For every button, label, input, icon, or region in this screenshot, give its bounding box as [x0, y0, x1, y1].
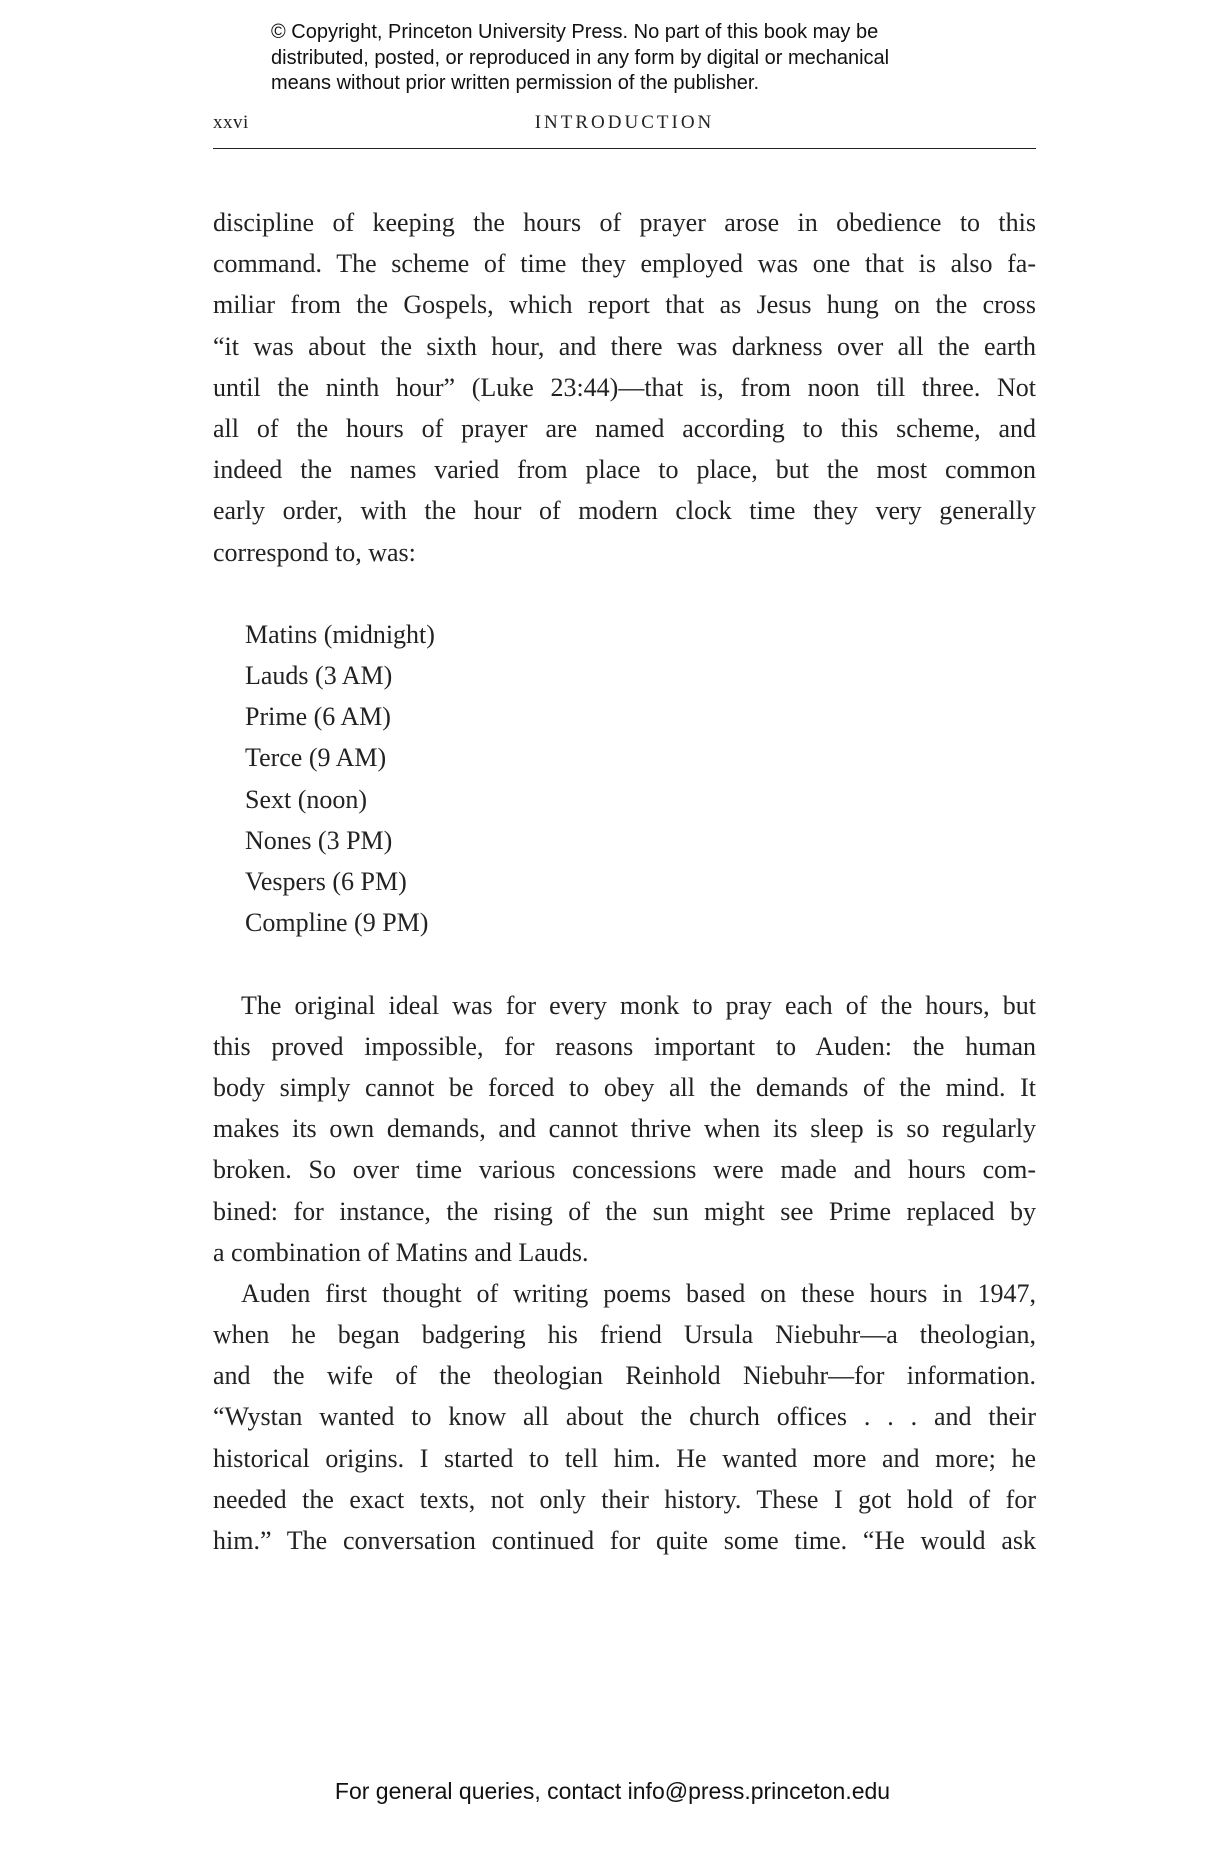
- copyright-line: © Copyright, Princeton University Press. No part of this book may be: [271, 21, 879, 43]
- text-line: historical origins. I started to tell him. He wanted more and more; he: [213, 1443, 1036, 1473]
- text-line: miliar from the Gospels, which report that as Jesus hung on the cross: [213, 290, 1036, 320]
- text-line: and the wife of the theologian Reinhold Niebuhr—for information.: [213, 1361, 1036, 1391]
- list-item: Lauds (3 AM): [245, 661, 393, 691]
- list-item: Compline (9 PM): [245, 908, 429, 938]
- paragraph-2: [213, 985, 1036, 1273]
- list-item: Sext (noon): [245, 784, 368, 814]
- text-line: needed the exact texts, not only their history. These I got hold of for: [213, 1484, 1036, 1514]
- text-line: until the ninth hour” (Luke 23:44)—that is, from noon till three. Not: [213, 372, 1036, 402]
- copyright-line: means without prior written permission of the publisher.: [271, 72, 760, 94]
- text-line: discipline of keeping the hours of prayer arose in obedience to this: [213, 208, 1036, 237]
- text-line: broken. So over time various concessions were made and hours com-: [213, 1155, 1036, 1185]
- text-line: this proved impossible, for reasons important to Auden: the human: [213, 1031, 1036, 1061]
- paragraph-1: [213, 202, 1036, 573]
- text-line: makes its own demands, and cannot thrive when its sleep is so regularly: [213, 1114, 1036, 1144]
- list-item: Matins (midnight): [245, 619, 435, 649]
- text-line: “it was about the sixth hour, and there was darkness over all the earth: [213, 331, 1036, 361]
- page-number: xxvi: [213, 112, 249, 133]
- paragraph-3: [213, 1273, 1036, 1561]
- text-line: him.” The conversation continued for quite some time. “He would ask: [213, 1526, 1036, 1555]
- text-line: a combination of Matins and Lauds.: [213, 1237, 589, 1267]
- section-title: INTRODUCTION: [534, 112, 715, 133]
- text-line: command. The scheme of time they employed was one that is also fa-: [213, 249, 1036, 279]
- text-line: all of the hours of prayer are named according to this scheme, and: [213, 413, 1036, 443]
- text-line: “Wystan wanted to know all about the church offices . . . and their: [213, 1402, 1036, 1432]
- list-item: Prime (6 AM): [245, 702, 391, 732]
- list-item: Vespers (6 PM): [245, 867, 407, 896]
- canonical-hours-list: [245, 614, 1036, 944]
- copyright-line: distributed, posted, or reproduced in any form by digital or mechanical: [271, 46, 890, 69]
- list-item: Nones (3 PM): [245, 825, 393, 855]
- list-item: Terce (9 AM): [245, 743, 387, 773]
- running-head: [213, 110, 1036, 149]
- text-line: correspond to, was:: [213, 537, 416, 567]
- text-line: The original ideal was for every monk to pray each of the hours, but: [241, 990, 1036, 1020]
- copyright-notice: [271, 20, 1031, 97]
- footer-contact: For general queries, contact info@press.princeton.edu: [334, 1778, 891, 1804]
- text-line: body simply cannot be forced to obey all the demands of the mind. It: [213, 1072, 1036, 1102]
- text-line: Auden first thought of writing poems based on these hours in 1947,: [241, 1278, 1036, 1308]
- text-line: early order, with the hour of modern clock time they very generally: [213, 496, 1036, 526]
- text-line: indeed the names varied from place to place, but the most common: [213, 455, 1036, 485]
- body-text: [213, 202, 1036, 1561]
- text-line: when he began badgering his friend Ursula Niebuhr—a theologian,: [213, 1320, 1036, 1350]
- text-line: bined: for instance, the rising of the sun might see Prime replaced by: [213, 1196, 1036, 1226]
